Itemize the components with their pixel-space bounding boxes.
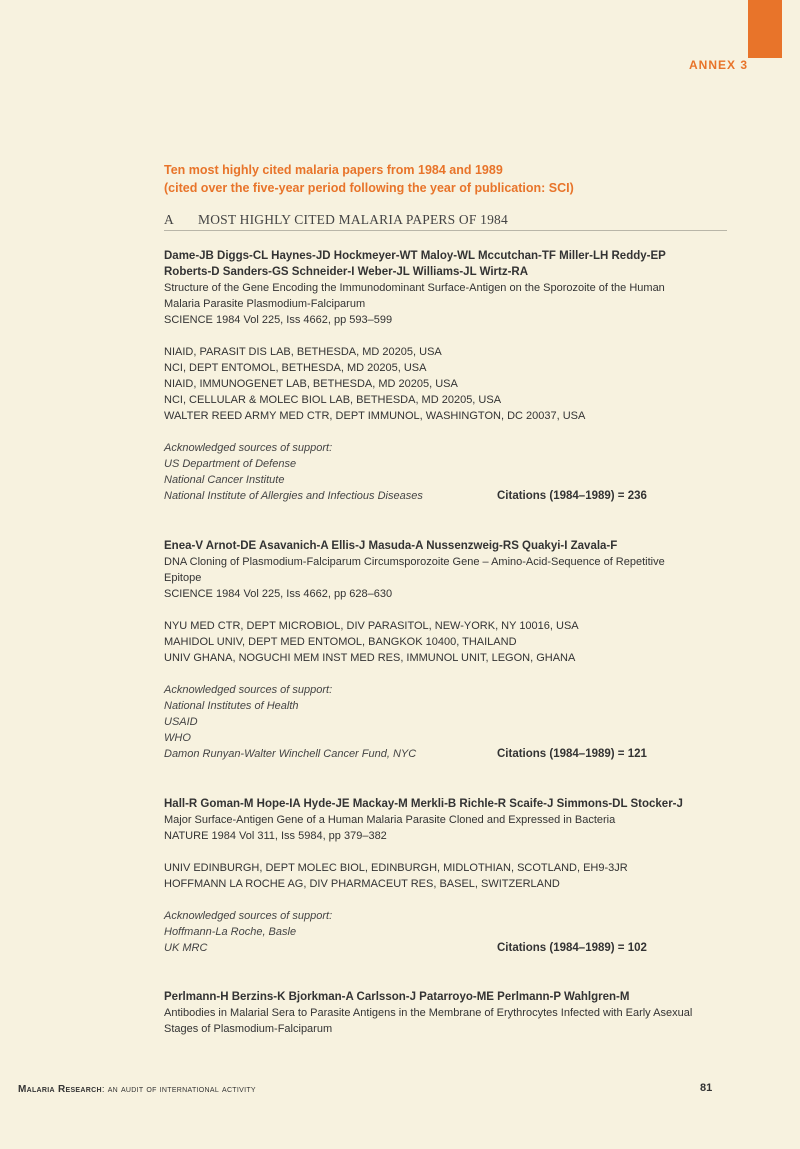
address-line: UNIV EDINBURGH, DEPT MOLEC BIOL, EDINBURGH, MIDLOTHIAN, SCOTLAND, EH9-3JR [164,862,628,874]
address-line: NIAID, IMMUNOGENET LAB, BETHESDA, MD 20205, USA [164,378,458,390]
paper-entry-2 [164,538,734,762]
paper-entry-3 [164,796,734,956]
paper-title [164,280,734,312]
paper-authors [164,248,734,280]
title-line: Antibodies in Malarial Sera to Parasite Antigens in the Membrane of Erythrocytes Infected with Early Asexual [164,1007,693,1019]
annex-color-tab [748,0,782,58]
address-line: UNIV GHANA, NOGUCHI MEM INST MED RES, IMMUNOL UNIT, LEGON, GHANA [164,652,576,664]
address-line: NCI, DEPT ENTOMOL, BETHESDA, MD 20205, USA [164,362,427,374]
paper-journal: SCIENCE 1984 Vol 225, Iss 4662, pp 628–630 [164,588,393,600]
section-letter: A [164,212,174,227]
address-line: NYU MED CTR, DEPT MICROBIOL, DIV PARASITOL, NEW-YORK, NY 10016, USA [164,620,579,632]
title-line: Stages of Plasmodium-Falciparum [164,1023,333,1035]
support-line: Acknowledged sources of support: [164,442,333,454]
support-line: National Institute of Allergies and Infectious Diseases [164,490,423,502]
section-heading [164,212,727,231]
page-title-line-1: Ten most highly cited malaria papers from 1984 and 1989 [164,163,503,177]
support-sources [164,908,734,956]
title-line: Epitope [164,572,202,584]
authors-line: Enea-V Arnot-DE Asavanich-A Ellis-J Masuda-A Nussenzweig-RS Quakyi-I Zavala-F [164,540,618,552]
support-line: USAID [164,716,198,728]
section-heading-text: MOST HIGHLY CITED MALARIA PAPERS OF 1984 [198,212,508,227]
title-line: DNA Cloning of Plasmodium-Falciparum Circumsporozoite Gene – Amino-Acid-Sequence of Repetitive [164,556,665,568]
page-footer [18,1084,256,1095]
paper-entry-1 [164,248,734,504]
support-line: Acknowledged sources of support: [164,910,333,922]
address-line: HOFFMANN LA ROCHE AG, DIV PHARMACEUT RES, BASEL, SWITZERLAND [164,878,560,890]
authors-line: Perlmann-H Berzins-K Bjorkman-A Carlsson-J Patarroyo-ME Perlmann-P Wahlgren-M [164,991,630,1003]
title-line: Malaria Parasite Plasmodium-Falciparum [164,298,366,310]
citation-count: Citations (1984–1989) = 102 [497,942,647,954]
title-line: Structure of the Gene Encoding the Immunodominant Surface-Antigen on the Sporozoite of the Human [164,282,665,294]
paper-title [164,554,734,586]
paper-authors [164,538,734,554]
authors-line: Dame-JB Diggs-CL Haynes-JD Hockmeyer-WT Maloy-WL Mccutchan-TF Miller-LH Reddy-EP [164,250,666,262]
support-line: Acknowledged sources of support: [164,684,333,696]
citation-count: Citations (1984–1989) = 121 [497,748,647,760]
support-row-last [164,746,734,762]
support-row-last [164,488,734,504]
paper-authors [164,989,734,1005]
footer-brand: Malaria Research [18,1084,102,1095]
annex-label: ANNEX 3 [688,58,748,72]
support-line: Hoffmann-La Roche, Basle [164,926,297,938]
address-line: MAHIDOL UNIV, DEPT MED ENTOMOL, BANGKOK 10400, THAILAND [164,636,517,648]
authors-line: Hall-R Goman-M Hope-IA Hyde-JE Mackay-M Merkli-B Richle-R Scaife-J Simmons-DL Stocker-J [164,798,683,810]
page-title-line-2: (cited over the five-year period following the year of publication: SCI) [164,181,574,195]
address-line: NIAID, PARASIT DIS LAB, BETHESDA, MD 20205, USA [164,346,442,358]
support-line: National Institutes of Health [164,700,299,712]
address-line: WALTER REED ARMY MED CTR, DEPT IMMUNOL, WASHINGTON, DC 20037, USA [164,410,586,422]
paper-journal: NATURE 1984 Vol 311, Iss 5984, pp 379–382 [164,830,387,842]
authors-line: Roberts-D Sanders-GS Schneider-I Weber-JL Williams-JL Wirtz-RA [164,266,529,278]
citation-count: Citations (1984–1989) = 236 [497,490,647,502]
support-line: UK MRC [164,942,208,954]
footer-subtitle: : an audit of international activity [101,1084,256,1095]
support-row-last [164,940,734,956]
paper-entry-4 [164,989,734,1037]
page-title [164,161,764,197]
paper-addresses [164,344,734,424]
paper-authors [164,796,734,812]
support-line: WHO [164,732,191,744]
paper-title [164,812,734,828]
support-sources [164,682,734,762]
support-line: Damon Runyan-Walter Winchell Cancer Fund, NYC [164,748,417,760]
support-sources [164,440,734,504]
paper-title [164,1005,734,1037]
paper-journal: SCIENCE 1984 Vol 225, Iss 4662, pp 593–599 [164,314,393,326]
title-line: Major Surface-Antigen Gene of a Human Malaria Parasite Cloned and Expressed in Bacteria [164,814,616,826]
page-number: 81 [700,1082,713,1094]
address-line: NCI, CELLULAR & MOLEC BIOL LAB, BETHESDA, MD 20205, USA [164,394,502,406]
paper-addresses [164,860,734,892]
paper-addresses [164,618,734,666]
support-line: US Department of Defense [164,458,297,470]
support-line: National Cancer Institute [164,474,285,486]
